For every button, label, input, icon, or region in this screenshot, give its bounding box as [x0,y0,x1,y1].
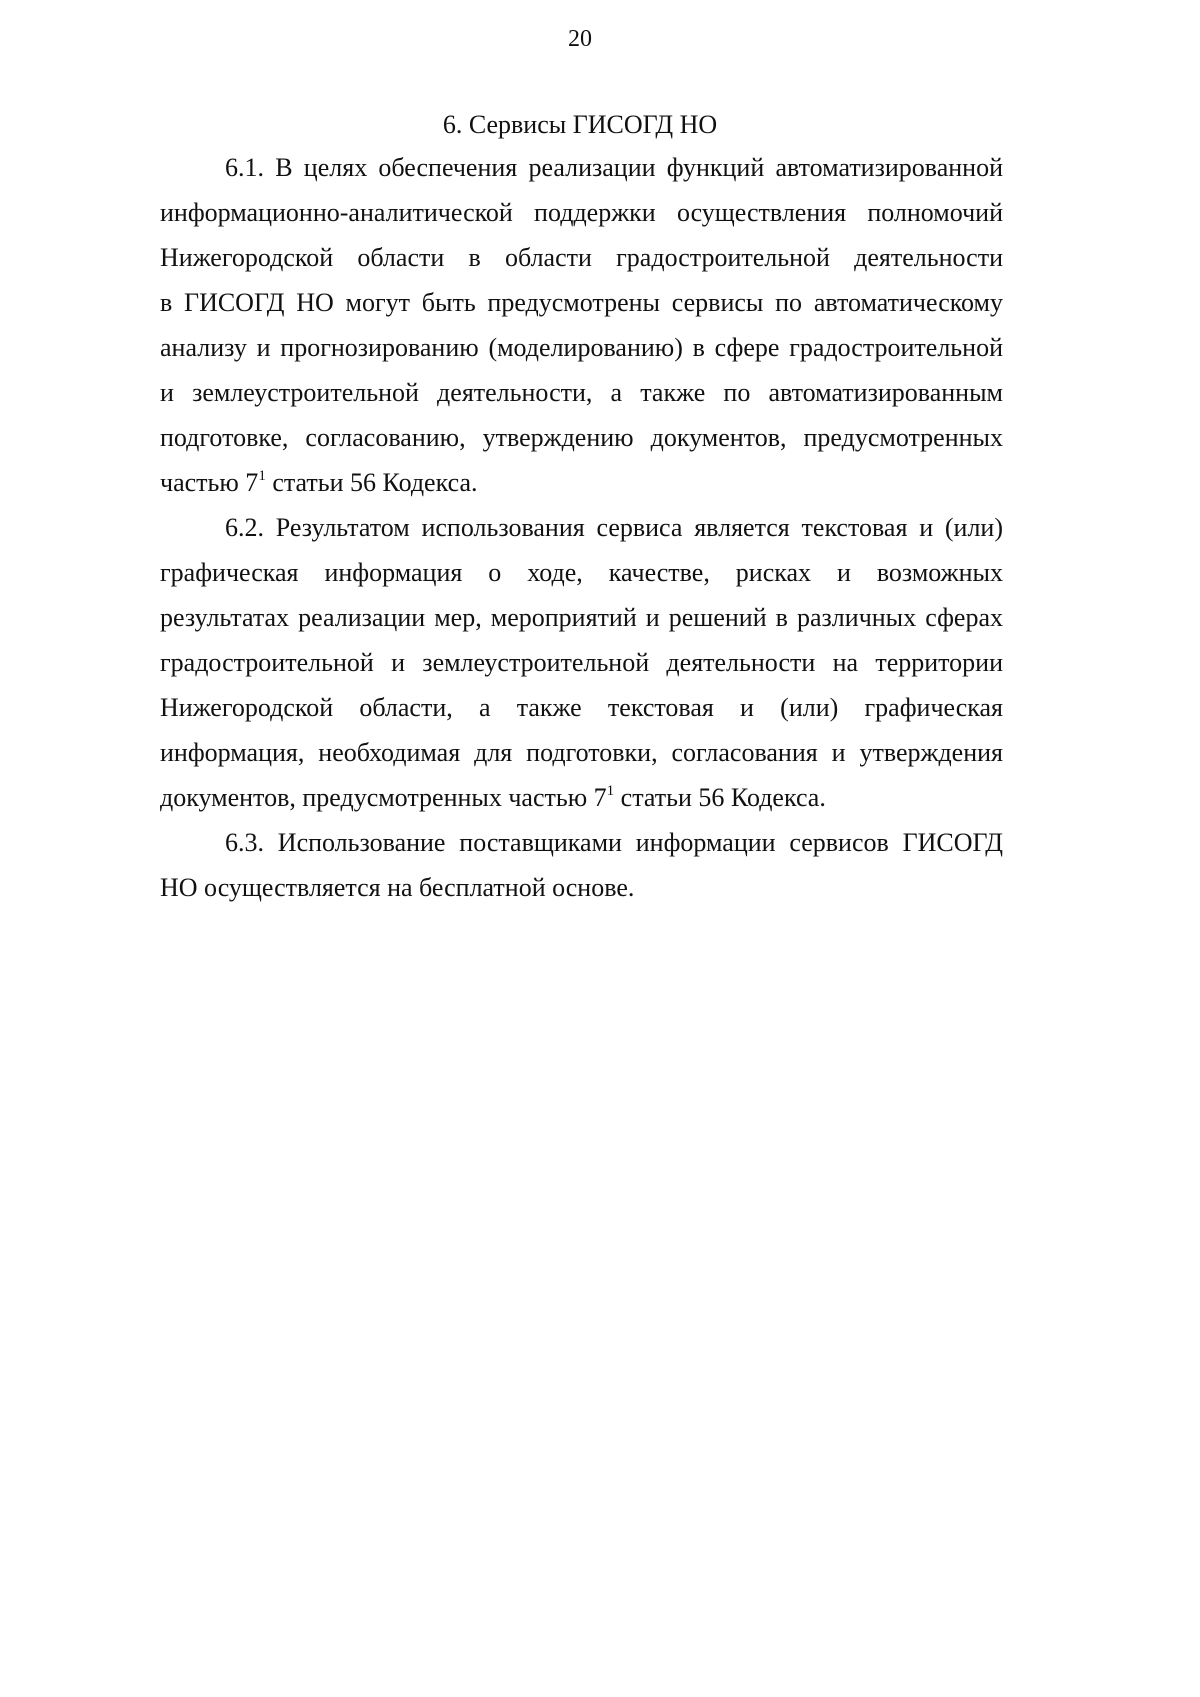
text-span: частью 7 [160,468,259,497]
text-line: 6.2. Результатом использования сервиса является текстовая и (или) [225,513,1003,542]
text-line: результатах реализации мер, мероприятий и решений в различных сферах [160,603,1003,632]
text-line: информационно-аналитической поддержки осуществления полномочий [160,198,1003,227]
text-line: градостроительной и землеустроительной деятельности на территории [160,648,1003,677]
text-line: 6.3. Использование поставщиками информации сервисов ГИСОГД [225,828,1003,857]
paragraph-6-2 [160,512,1003,827]
paragraph-6-1 [160,152,1003,512]
text-line: анализу и прогнозированию (моделированию) в сфере градостроительной [160,333,1003,362]
text-line: подготовке, согласованию, утверждению документов, предусмотренных [160,423,1003,452]
text-span: документов, предусмотренных частью 7 [160,783,607,812]
text-line: в ГИСОГД НО могут быть предусмотрены сервисы по автоматическому [160,288,1003,317]
text-line: НО осуществляется на бесплатной основе. [160,873,635,902]
text-span: статьи 56 Кодекса. [265,468,478,497]
paragraph-6-3 [160,827,1003,917]
section-heading: 6. Сервисы ГИСОГД НО [442,110,718,139]
text-line: 6.1. В целях обеспечения реализации функций автоматизированной [225,153,1003,182]
page-number: 20 [568,26,592,52]
text-line [160,467,1003,512]
text-line: Нижегородской области в области градостроительной деятельности [160,243,1003,272]
text-line: Нижегородской области, а также текстовая и (или) графическая [160,693,1003,722]
text-line: и землеустроительной деятельности, а также по автоматизированным [160,378,1003,407]
text-line [160,782,1003,827]
superscript: 1 [606,783,615,799]
superscript: 1 [258,468,266,484]
text-line: графическая информация о ходе, качестве, рисках и возможных [160,558,1003,587]
text-span: статьи 56 Кодекса. [614,783,826,812]
text-line: информация, необходимая для подготовки, согласования и утверждения [160,738,1003,767]
document-body [160,152,1003,917]
